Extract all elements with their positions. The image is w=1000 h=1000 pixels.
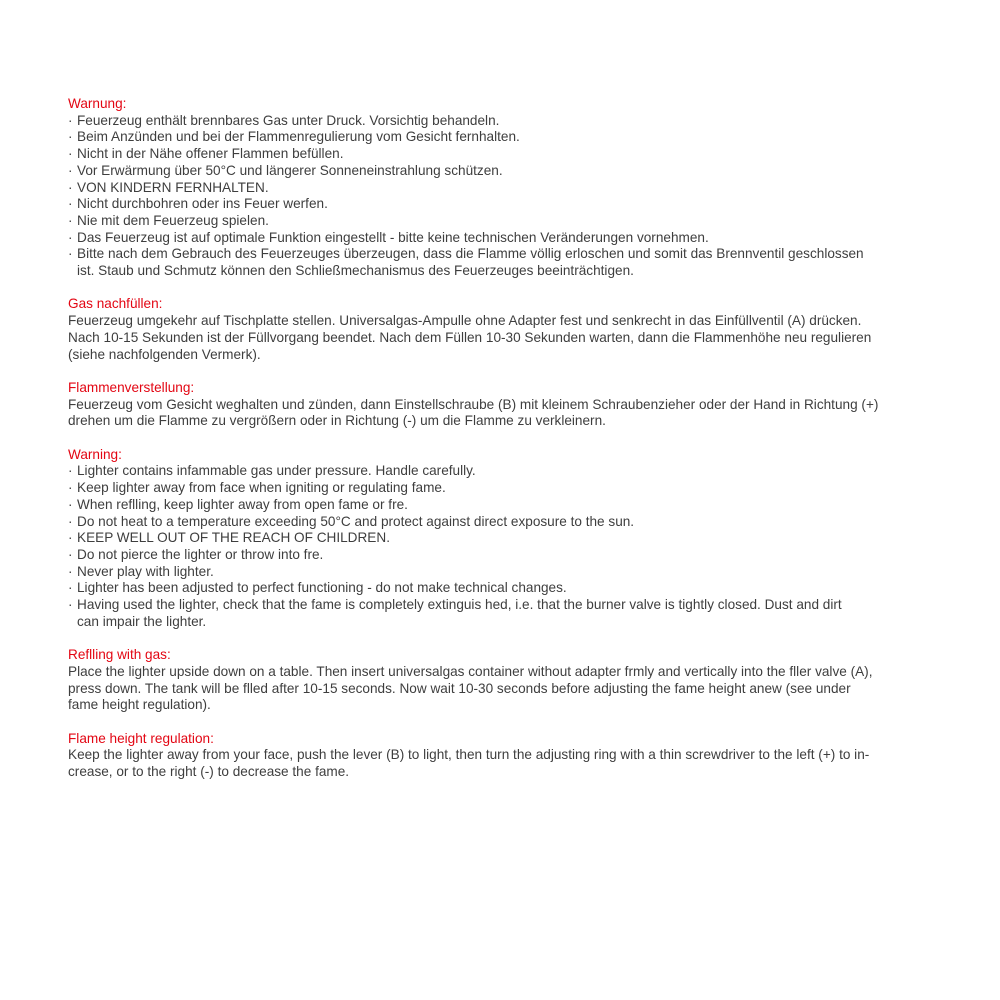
bullet-marker-icon: · xyxy=(68,496,73,512)
line-text: Bitte nach dem Gebrauch des Feuerzeuges überzeugen, dass die Flamme völlig erloschen und somit das Brennventil geschlossen xyxy=(77,246,864,262)
instruction-section xyxy=(68,380,968,430)
bullet-marker-icon: · xyxy=(68,162,73,178)
text-line xyxy=(68,413,968,430)
line-text: Do not heat to a temperature exceeding 50°C and protect against direct exposure to the sun. xyxy=(77,513,635,529)
bullet-marker-icon: · xyxy=(68,229,73,245)
line-text: Having used the lighter, check that the fame is completely extinguis hed, i.e. that the burner valve is tightly closed. Dust and dirt xyxy=(77,597,842,613)
section-heading: Flame height regulation: xyxy=(68,730,214,746)
bullet-marker-icon: · xyxy=(68,212,73,228)
instruction-section xyxy=(68,296,968,363)
line-text: Lighter contains infammable gas under pressure. Handle carefully. xyxy=(77,463,476,479)
instruction-section xyxy=(68,647,968,714)
text-line xyxy=(68,230,968,247)
text-line xyxy=(68,246,968,263)
text-line xyxy=(68,196,968,213)
text-line xyxy=(68,747,968,764)
line-text: ist. Staub und Schmutz können den Schließmechanismus des Feuerzeuges beeinträchtigen. xyxy=(77,263,634,279)
instruction-section xyxy=(68,731,968,781)
text-line xyxy=(68,564,968,581)
line-text: Place the lighter upside down on a table. Then insert universalgas container without adapter frmly and vertically into the fller valve (A), xyxy=(68,663,873,679)
line-text: Lighter has been adjusted to perfect functioning - do not make technical changes. xyxy=(77,580,567,596)
bullet-marker-icon: · xyxy=(68,580,73,596)
bullet-marker-icon: · xyxy=(68,480,73,496)
line-text: Never play with lighter. xyxy=(77,563,214,579)
text-line xyxy=(68,163,968,180)
line-text: Feuerzeug umgekehr auf Tischplatte stellen. Universalgas-Ampulle ohne Adapter fest und senkrecht in das Einfüllventil (A) drücken. xyxy=(68,313,862,329)
bullet-marker-icon: · xyxy=(68,179,73,195)
text-line xyxy=(68,597,968,614)
section-heading: Gas nachfüllen: xyxy=(68,296,163,312)
text-line xyxy=(68,213,968,230)
bullet-marker-icon: · xyxy=(68,530,73,546)
text-line xyxy=(68,330,968,347)
line-text: Keep the lighter away from your face, push the lever (B) to light, then turn the adjusting ring with a thin screwdriver to the left (+) to in- xyxy=(68,747,870,763)
text-line xyxy=(68,764,968,781)
section-heading: Flammenverstellung: xyxy=(68,379,195,395)
text-line xyxy=(68,263,968,280)
bullet-marker-icon: · xyxy=(68,129,73,145)
bullet-marker-icon: · xyxy=(68,463,73,479)
line-text: Feuerzeug enthält brennbares Gas unter Druck. Vorsichtig behandeln. xyxy=(77,112,500,128)
line-text: Vor Erwärmung über 50°C und längerer Sonneneinstrahlung schützen. xyxy=(77,162,503,178)
bullet-marker-icon: · xyxy=(68,513,73,529)
instruction-section xyxy=(68,447,968,631)
section-heading: Reflling with gas: xyxy=(68,647,171,663)
line-text: Das Feuerzeug ist auf optimale Funktion eingestellt - bitte keine technischen Veränderungen vornehmen. xyxy=(77,229,709,245)
text-line xyxy=(68,681,968,698)
text-line xyxy=(68,580,968,597)
line-text: Nicht durchbohren oder ins Feuer werfen. xyxy=(77,196,328,212)
text-line xyxy=(68,313,968,330)
line-text: crease, or to the right (-) to decrease the fame. xyxy=(68,764,350,780)
bullet-marker-icon: · xyxy=(68,146,73,162)
bullet-marker-icon: · xyxy=(68,246,73,262)
line-text: Keep lighter away from face when igniting or regulating fame. xyxy=(77,480,446,496)
text-line xyxy=(68,146,968,163)
bullet-marker-icon: · xyxy=(68,597,73,613)
text-line xyxy=(68,614,968,631)
text-line xyxy=(68,347,968,364)
line-text: Do not pierce the lighter or throw into fre. xyxy=(77,546,324,562)
line-text: can impair the lighter. xyxy=(77,613,207,629)
bullet-marker-icon: · xyxy=(68,196,73,212)
line-text: (siehe nachfolgenden Vermerk). xyxy=(68,346,261,362)
section-heading: Warnung: xyxy=(68,96,127,111)
line-text: Nach 10-15 Sekunden ist der Füllvorgang beendet. Nach dem Füllen 10-30 Sekunden warten, dann die Flammenhöhe neu regulieren xyxy=(68,329,872,345)
section-heading: Warning: xyxy=(68,446,122,462)
line-text: When reflling, keep lighter away from open fame or fre. xyxy=(77,496,408,512)
bullet-marker-icon: · xyxy=(68,112,73,128)
line-text: Nie mit dem Feuerzeug spielen. xyxy=(77,212,269,228)
bullet-marker-icon: · xyxy=(68,563,73,579)
text-line xyxy=(68,697,968,714)
text-line xyxy=(68,129,968,146)
text-line xyxy=(68,530,968,547)
text-line xyxy=(68,397,968,414)
text-line xyxy=(68,514,968,531)
line-text: fame height regulation). xyxy=(68,697,211,713)
line-text: KEEP WELL OUT OF THE REACH OF CHILDREN. xyxy=(77,530,390,546)
line-text: Feuerzeug vom Gesicht weghalten und zünden, dann Einstellschraube (B) mit kleinem Schraubenzieher oder der Hand in Richtung (+) xyxy=(68,396,879,412)
text-line xyxy=(68,480,968,497)
line-text: Nicht in der Nähe offener Flammen befüllen. xyxy=(77,146,344,162)
text-line xyxy=(68,180,968,197)
text-line xyxy=(68,547,968,564)
line-text: press down. The tank will be flled after 10-15 seconds. Now wait 10-30 seconds before adjusting the fame height anew (see under xyxy=(68,680,851,696)
line-text: drehen um die Flamme zu vergrößern oder in Richtung (-) um die Flamme zu verkleinern. xyxy=(68,413,606,429)
text-line xyxy=(68,463,968,480)
line-text: Beim Anzünden und bei der Flammenregulierung vom Gesicht fernhalten. xyxy=(77,129,520,145)
text-line xyxy=(68,664,968,681)
content-column xyxy=(68,96,968,797)
bullet-marker-icon: · xyxy=(68,546,73,562)
text-line xyxy=(68,113,968,130)
instruction-section xyxy=(68,96,968,280)
text-line xyxy=(68,497,968,514)
line-text: VON KINDERN FERNHALTEN. xyxy=(77,179,269,195)
